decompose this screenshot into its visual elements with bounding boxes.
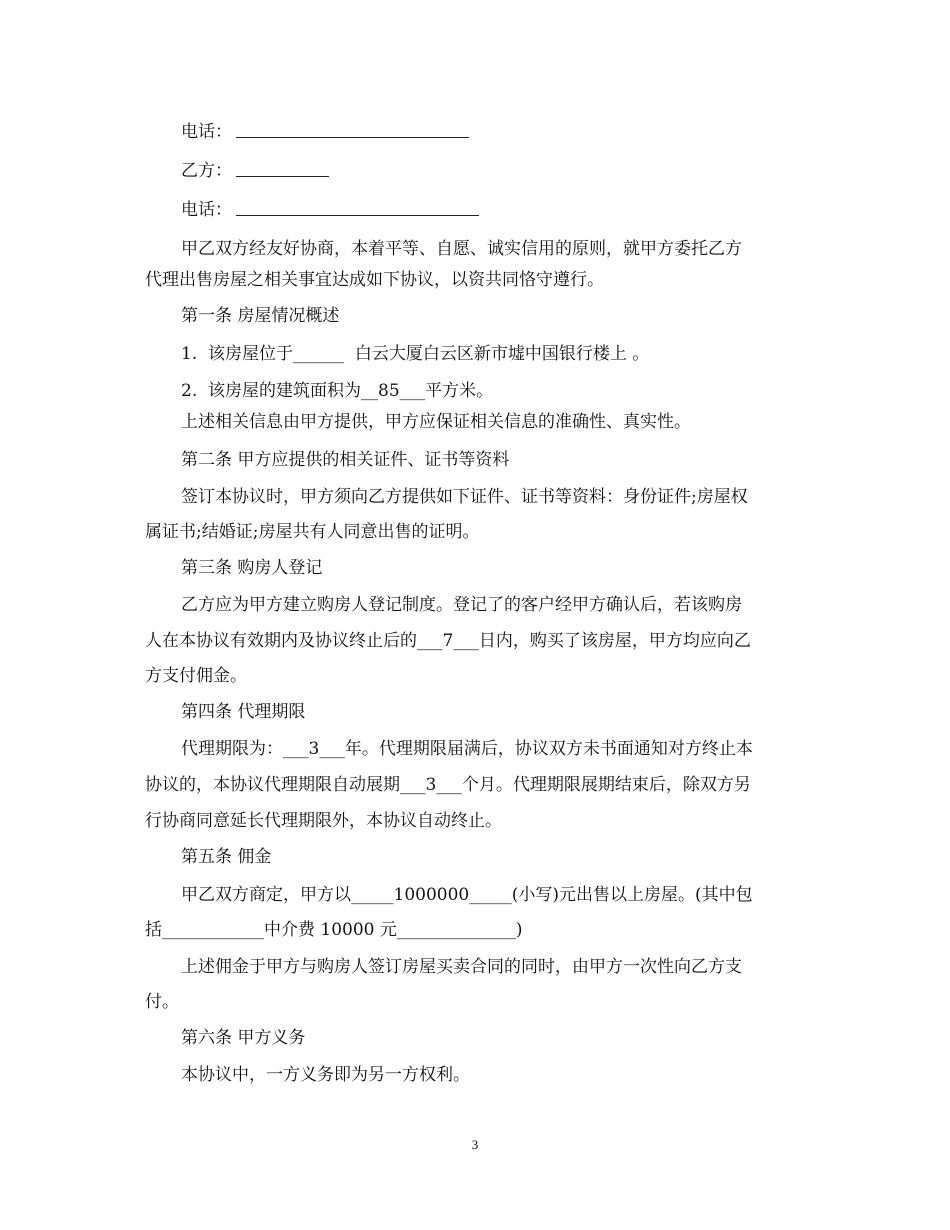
paragraph-line: 乙方应为甲方建立购房人登记制度。登记了的客户经甲方确认后，若该购房 <box>181 595 742 615</box>
line-7 <box>0 339 950 369</box>
paragraph-line: 上述佣金于甲方与购房人签订房屋买卖合同的同时，由甲方一次性向乙方支 <box>181 957 742 977</box>
paragraph-line: 协议的，本协议代理期限自动展期___3___个月。代理期限展期结束后，除双方另 <box>145 775 751 795</box>
paragraph-line: 上述相关信息由甲方提供，甲方应保证相关信息的准确性、真实性。 <box>181 412 691 432</box>
line-22 <box>0 880 950 910</box>
line-11 <box>0 482 950 512</box>
article-heading-3: 第三条 购房人登记 <box>181 558 323 578</box>
phone-label-2: 电话： <box>181 200 232 220</box>
line-18 <box>0 734 950 764</box>
article-heading-4: 第四条 代理期限 <box>181 702 306 722</box>
line-19 <box>0 770 950 800</box>
paragraph-line: 代理期限为：___3___年。代理期限届满后，协议双方未书面通知对方终止本 <box>181 739 753 759</box>
paragraph-line: 付。 <box>145 992 179 1012</box>
line-8 <box>0 376 950 406</box>
article-heading-5: 第五条 佣金 <box>181 847 272 867</box>
line-21 <box>0 842 950 872</box>
paragraph-line: 签订本协议时，甲方须向乙方提供如下证件、证书等资料：身份证件;房屋权 <box>181 487 748 507</box>
article-heading-2: 第二条 甲方应提供的相关证件、证书等资料 <box>181 450 510 470</box>
line-26 <box>0 1023 950 1053</box>
phone-field-blank-1 <box>236 137 469 138</box>
paragraph-line: 本协议中，一方义务即为另一方权利。 <box>181 1065 470 1085</box>
paragraph-line: 属证书;结婚证;房屋共有人同意出售的证明。 <box>145 522 480 542</box>
line-5 <box>0 265 950 295</box>
line-3 <box>0 195 950 225</box>
line-2 <box>0 156 950 186</box>
paragraph-line: 行协商同意延长代理期限外，本协议自动终止。 <box>145 811 502 831</box>
line-13 <box>0 553 950 583</box>
paragraph-line: 2. 该房屋的建筑面积为__85___平方米。 <box>181 381 494 401</box>
line-24 <box>0 952 950 982</box>
line-17 <box>0 697 950 727</box>
line-6 <box>0 301 950 331</box>
line-1 <box>0 117 950 147</box>
line-4 <box>0 234 950 264</box>
paragraph-line: 1. 该房屋位于______ 白云大厦白云区新市墟中国银行楼上 。 <box>181 344 650 364</box>
page-number: 3 <box>471 1137 479 1152</box>
article-heading-1: 第一条 房屋情况概述 <box>181 306 340 326</box>
paragraph-line: 甲乙双方经友好协商，本着平等、自愿、诚实信用的原则，就甲方委托乙方 <box>181 239 742 259</box>
party-b-field-blank <box>236 176 329 177</box>
line-25 <box>0 987 950 1017</box>
paragraph-line: 括____________中介费 10000 元______________) <box>145 920 523 940</box>
line-15 <box>0 626 950 656</box>
line-20 <box>0 806 950 836</box>
line-23 <box>0 915 950 945</box>
paragraph-line: 方支付佣金。 <box>145 666 247 686</box>
phone-field-blank-2 <box>236 215 479 216</box>
line-14 <box>0 590 950 620</box>
article-heading-6: 第六条 甲方义务 <box>181 1028 306 1048</box>
party-b-label: 乙方： <box>181 161 232 181</box>
line-9 <box>0 407 950 437</box>
paragraph-line: 代理出售房屋之相关事宜达成如下协议，以资共同恪守遵行。 <box>145 270 604 290</box>
paragraph-line: 人在本协议有效期内及协议终止后的___7___日内，购买了该房屋，甲方均应向乙 <box>145 631 751 651</box>
line-27 <box>0 1060 950 1090</box>
line-10 <box>0 445 950 475</box>
line-12 <box>0 517 950 547</box>
paragraph-line: 甲乙双方商定，甲方以_____1000000_____(小写)元出售以上房屋。(其中包 <box>181 885 753 905</box>
line-16 <box>0 661 950 691</box>
phone-label-1: 电话： <box>181 122 232 142</box>
